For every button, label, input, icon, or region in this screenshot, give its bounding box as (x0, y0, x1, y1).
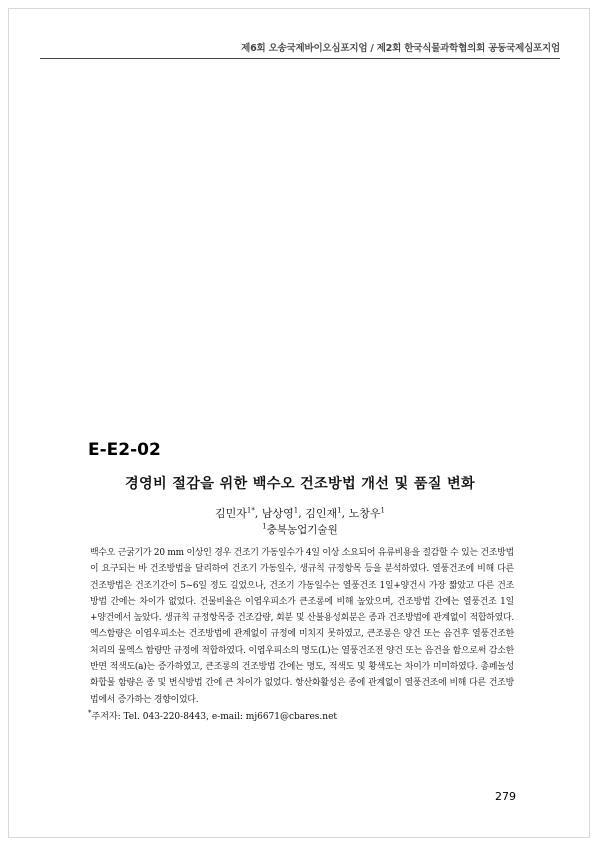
affiliation-name: 충북농업기술원 (266, 524, 338, 536)
corresponding-author-note (88, 710, 518, 724)
affiliation-sup: 1 (262, 522, 267, 531)
author-sup: 1 (380, 506, 385, 515)
author-list: 김민자$^{1*}$, 남상영$^1$, 김인재$^1$, 노창우$^1$ (215, 506, 385, 520)
paper-title: 경영비 절감을 위한 백수오 건조방법 개선 및 품질 변화 (124, 476, 476, 492)
author-name: 노창우 (348, 507, 381, 520)
abstract: 백수오 근굵기가 20 mm 이상인 경우 건조기 가동일수가 4일 이상 소요되어 유류비용을 절감할 수 있는 건조방법이 요구되는 바 건조방법을 달리하여 건조기 가동일수, 생규칙 규정항목 등을 분석하였다. 열풍건조에 비해 다른 건조방법은 건조기간이 5~6일 정도 길었으나, 건조기 가동일수는 열풍건조 1일+양건시 가장 짧았고 다른 건조방법 간에는 차이가 없었다. 건물비율은 이엽우피소가 큰조롱에 비해 높았으며, 건조방법 간에는 열풍건조 1일+양건에서 높았다. 생규칙 규정항목중 건조감량, 회분 및 산불용성회분은 종과 건조방법에 관계없이 적합하였다. 엑스함량은 이엽우피소는 건조방법에 관계없이 규정에 미치지 못하였고, 큰조롱은 양건 또는 음건후 열풍건조한 처리의 물엑스 함량만 규정에 적합하였다. 이엽우피소의 명도(L)는 열풍건조전 양건 또는 음건을 함으로써 감소한 반면 적색도(a)는 증가하였고, 큰조롱의 건조방법 간에는 명도, 적색도 및 황색도는 차이가 미미하였다. 총페놀성 화합물 함량은 종 및 번식방법 간에 큰 차이가 없었다. 항산화활성은 종에 관계없이 열풍건조에 비해 다른 건조방법에서 증가하는 경향이었다. (90, 548, 514, 705)
affiliation (80, 522, 520, 538)
author-sup: 1 (293, 506, 299, 515)
footnote-label: 주저자: (91, 712, 121, 722)
author-name: 김인재 (305, 507, 338, 520)
author-name: 김민자 (215, 507, 247, 520)
paper-code: E-E2-02 (88, 440, 161, 460)
tel-number: 043-220-8443, (142, 712, 209, 722)
running-header: 제6회 오송국제바이오심포지엄 / 제2회 한국식물과학협의회 공동국제심포지엄 (241, 43, 560, 54)
author-name: 남상영 (261, 507, 294, 520)
page-number: 279 (495, 790, 516, 803)
header-rule (40, 58, 560, 59)
email-label: e-mail: (211, 712, 243, 722)
footnote-mark: * (88, 709, 92, 717)
author-sup: 1 (337, 506, 342, 515)
author-sup: 1* (246, 506, 255, 515)
email-address: mj6671@cbares.net (245, 712, 338, 722)
tel-label: Tel. (123, 712, 140, 722)
